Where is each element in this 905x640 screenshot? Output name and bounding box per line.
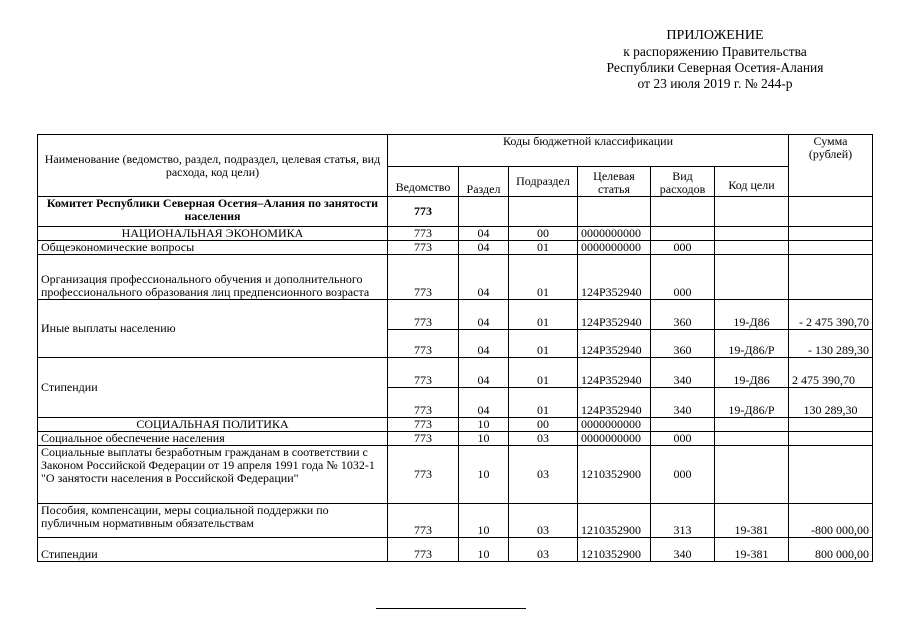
table-row [38,446,873,504]
cell-razdel: 10 [459,538,509,562]
cell-vedomstvo: 773 [388,330,459,358]
cell-razdel: 10 [459,504,509,538]
table-row [38,432,873,446]
cell-podrazdel: 01 [509,300,578,330]
header-vid: Вид расходов [651,167,715,197]
cell-celevaya: 0000000000 [578,227,651,241]
cell-vid: 000 [651,432,715,446]
cell-razdel: 04 [459,330,509,358]
table-row [38,538,873,562]
cell-celevaya: 124P352940 [578,330,651,358]
cell-razdel: 04 [459,300,509,330]
cell-celevaya: 0000000000 [578,418,651,432]
cell-vid: 360 [651,330,715,358]
appendix-date: от 23 июля 2019 г. № 244-р [637,76,793,91]
row-name: Стипендии [38,358,388,418]
cell-vid: 340 [651,388,715,418]
cell-kod-celi: 19-Д86 [715,358,789,388]
table-row [38,418,873,432]
cell-vedomstvo: 773 [388,432,459,446]
cell-celevaya: 1210352900 [578,504,651,538]
cell-sum: 2 475 390,70 [789,358,873,388]
cell-razdel: 10 [459,446,509,504]
table-row [38,504,873,538]
document-header [560,28,870,92]
footer-divider [376,608,526,609]
cell-celevaya: 1210352900 [578,538,651,562]
cell-celevaya: 124P352940 [578,300,651,330]
cell-vedomstvo: 773 [388,358,459,388]
cell-razdel: 10 [459,432,509,446]
table-row [38,255,873,300]
row-name: Комитет Республики Северная Осетия–Алания по занятости населения [38,197,388,227]
header-sum: Сумма (рублей) [789,135,873,197]
cell-vedomstvo: 773 [388,241,459,255]
table-row [38,241,873,255]
cell-vid: 340 [651,358,715,388]
cell-vedomstvo: 773 [388,197,459,227]
cell-sum: 130 289,30 [789,388,873,418]
cell-podrazdel: 00 [509,418,578,432]
header-kod-celi: Код цели [715,167,789,197]
row-name: Организация профессионального обучения и дополнительного профессионального образования лиц предпенсионного возраста [38,255,388,300]
row-name: Стипендии [38,538,388,562]
cell-vid: 000 [651,255,715,300]
cell-razdel: 04 [459,227,509,241]
cell-podrazdel: 03 [509,538,578,562]
cell-podrazdel: 01 [509,241,578,255]
appendix-title: ПРИЛОЖЕНИЕ [666,28,764,43]
cell-podrazdel: 01 [509,358,578,388]
cell-celevaya: 1210352900 [578,446,651,504]
cell-vedomstvo: 773 [388,446,459,504]
cell-razdel: 10 [459,418,509,432]
cell-razdel: 04 [459,358,509,388]
header-podrazdel: Подраздел [509,167,578,197]
cell-kod-celi: 19-381 [715,504,789,538]
row-name: Социальное обеспечение населения [38,432,388,446]
cell-vid: 340 [651,538,715,562]
row-name: НАЦИОНАЛЬНАЯ ЭКОНОМИКА [38,227,388,241]
table-row [38,227,873,241]
cell-sum: -800 000,00 [789,504,873,538]
cell-vedomstvo: 773 [388,538,459,562]
budget-table [37,134,873,562]
cell-vid: 313 [651,504,715,538]
appendix-government: Республики Северная Осетия-Алания [606,60,824,75]
cell-razdel: 04 [459,255,509,300]
header-row-1 [38,135,873,167]
cell-celevaya: 124P352940 [578,388,651,418]
cell-vid: 000 [651,446,715,504]
cell-vid: 360 [651,300,715,330]
cell-kod-celi: 19-Д86/Р [715,388,789,418]
cell-sum: 800 000,00 [789,538,873,562]
cell-celevaya: 0000000000 [578,241,651,255]
table-row [38,197,873,227]
header-celevaya: Целевая статья [578,167,651,197]
cell-vedomstvo: 773 [388,418,459,432]
cell-celevaya: 124P352940 [578,358,651,388]
cell-kod-celi: 19-381 [715,538,789,562]
cell-kod-celi: 19-Д86/Р [715,330,789,358]
row-name: Социальные выплаты безработным гражданам в соответствии с Законом Российской Федерации от 19 апреля 1991 года № 1032-1 "О занятости населения в Российской Федерации" [38,446,388,504]
cell-podrazdel: 03 [509,432,578,446]
cell-podrazdel: 00 [509,227,578,241]
header-codes: Коды бюджетной классификации [388,135,789,167]
cell-vedomstvo: 773 [388,388,459,418]
table-row [38,358,873,388]
cell-vid: 000 [651,241,715,255]
cell-vedomstvo: 773 [388,255,459,300]
cell-podrazdel: 01 [509,388,578,418]
header-razdel: Раздел [459,167,509,197]
cell-sum: - 2 475 390,70 [789,300,873,330]
cell-podrazdel: 03 [509,504,578,538]
row-name: Общеэкономические вопросы [38,241,388,255]
cell-sum: - 130 289,30 [789,330,873,358]
header-name: Наименование (ведомство, раздел, подраздел, целевая статья, вид расхода, код цели) [38,135,388,197]
cell-vedomstvo: 773 [388,300,459,330]
cell-celevaya: 124P352940 [578,255,651,300]
cell-vedomstvo: 773 [388,227,459,241]
header-vedomstvo: Ведомство [388,167,459,197]
cell-podrazdel: 03 [509,446,578,504]
cell-kod-celi: 19-Д86 [715,300,789,330]
cell-podrazdel: 01 [509,255,578,300]
cell-razdel: 04 [459,241,509,255]
cell-podrazdel: 01 [509,330,578,358]
cell-razdel: 04 [459,388,509,418]
row-name: Иные выплаты населению [38,300,388,358]
appendix-subtitle: к распоряжению Правительства [623,44,807,59]
cell-celevaya: 0000000000 [578,432,651,446]
table-row [38,300,873,330]
row-name: СОЦИАЛЬНАЯ ПОЛИТИКА [38,418,388,432]
row-name: Пособия, компенсации, меры социальной поддержки по публичным нормативным обязательствам [38,504,388,538]
cell-vedomstvo: 773 [388,504,459,538]
